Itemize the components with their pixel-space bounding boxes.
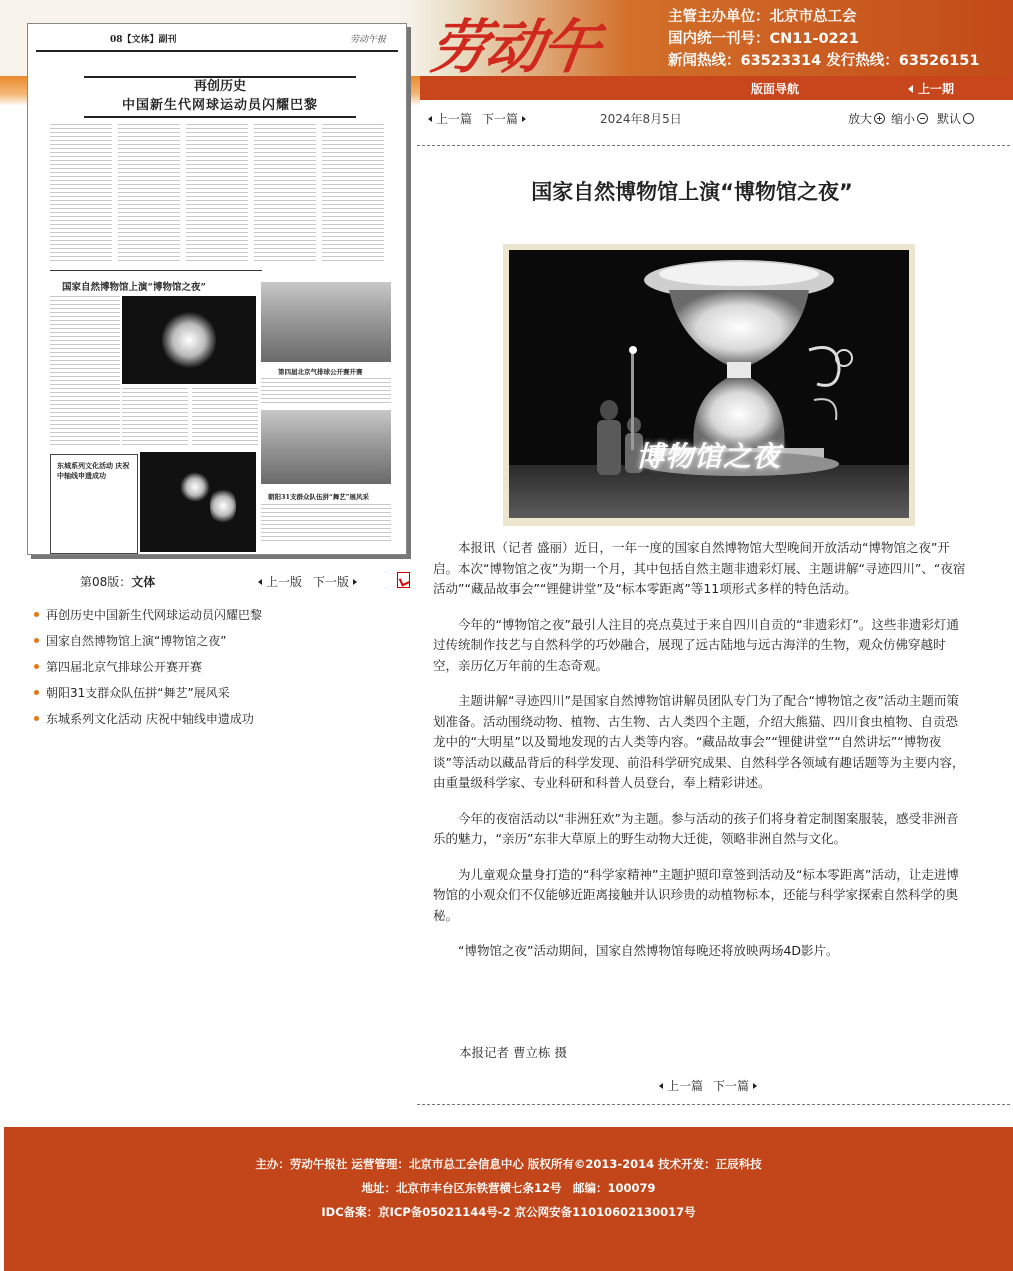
footer-icp[interactable]: IDC备案：京ICP备05021144号-2 京公网安备11010602130017号 — [321, 1205, 696, 1219]
article-list-item[interactable]: 国家自然博物馆上演“博物馆之夜” — [32, 628, 402, 654]
paper-text-column — [122, 388, 188, 448]
article-bottom-divider — [417, 1104, 1010, 1105]
minus-icon — [917, 113, 928, 124]
article-title: 国家自然博物馆上演“博物馆之夜” — [531, 180, 853, 204]
paper-photo-performance[interactable] — [140, 452, 256, 552]
prev-article-label: 上一篇 — [436, 112, 473, 126]
photo-credit: 本报记者 曹立栋 摄 — [459, 1045, 567, 1060]
article-list-item[interactable]: 第四届北京气排球公开赛开赛 — [32, 654, 402, 680]
newspaper-page-thumbnail[interactable] — [27, 23, 407, 555]
prev-page-link[interactable] — [258, 573, 302, 590]
paper-story2-title[interactable]: 国家自然博物馆上演“博物馆之夜” — [62, 282, 206, 293]
circle-icon — [963, 113, 974, 124]
paper-box-story[interactable] — [50, 454, 138, 554]
zoom-out-button[interactable] — [891, 110, 928, 127]
paper-photo-museum[interactable] — [122, 296, 256, 384]
next-article-link-bottom[interactable] — [713, 1077, 757, 1094]
zoom-in-label: 放大 — [848, 112, 873, 126]
chevron-left-icon — [428, 116, 432, 122]
site-footer — [4, 1127, 1013, 1271]
article-photo[interactable] — [509, 250, 909, 518]
zoom-default-label: 默认 — [937, 112, 962, 126]
next-article-label: 下一篇 — [713, 1079, 750, 1093]
paper-headline-line2: 中国新生代网球运动员闪耀巴黎 — [121, 98, 318, 113]
prev-issue-link[interactable] — [908, 80, 954, 97]
article-list-item[interactable]: 东城系列文化活动 庆祝中轴线申遗成功 — [32, 706, 402, 732]
article-paragraph: 今年的“博物馆之夜”最引人注目的亮点莫过于来自四川自贡的“非遗彩灯”。这些非遗彩灯通过传统制作技艺与自然科学的巧妙融合，展现了远古陆地与远古海洋的生物，观众仿佛穿越时空，亲历亿万年前的生态奇观。 — [433, 616, 959, 673]
photo-overlay-text: 博物馆之夜 — [636, 440, 782, 473]
pdf-download-icon[interactable] — [397, 572, 410, 588]
paper-caption-box: 东城系列文化活动 庆祝中轴线申遗成功 — [57, 461, 130, 480]
paper-header-rule — [36, 32, 398, 52]
paper-divider — [50, 270, 262, 271]
article-top-divider — [417, 145, 1010, 146]
paper-text-column — [322, 124, 384, 264]
paper-text-column — [261, 378, 391, 406]
page-indicator — [80, 573, 155, 590]
prev-article-link-bottom[interactable] — [659, 1077, 703, 1094]
site-logo[interactable]: 劳动午报 — [425, 13, 603, 81]
article-paragraph: 为儿童观众量身打造的“科学家精神”主题护照印章签到活动及“标本零距离”活动，让走进博物馆的小观众们不仅能够近距离接触并认识珍贵的动植物标本，还能与科学家探索自然科学的奥秘。 — [433, 866, 959, 923]
paper-text-column — [50, 296, 120, 446]
paper-headline-area[interactable] — [84, 76, 356, 118]
chevron-right-icon — [353, 579, 357, 585]
prev-article-label: 上一篇 — [667, 1079, 704, 1093]
page-name: 文体 — [131, 575, 156, 589]
prev-article-link[interactable] — [428, 110, 472, 127]
chevron-left-icon — [258, 579, 262, 585]
article-list-item[interactable]: 再创历史中国新生代网球运动员闪耀巴黎 — [32, 602, 402, 628]
paper-text-column — [186, 124, 248, 264]
chevron-left-icon — [659, 1083, 663, 1089]
hotline-text: 新闻热线：63523314 发行热线：63526151 — [668, 53, 980, 69]
issue-date: 2024年8月5日 — [600, 112, 682, 126]
chevron-right-icon — [522, 116, 526, 122]
next-article-label: 下一篇 — [482, 112, 519, 126]
zoom-out-label: 缩小 — [891, 112, 916, 126]
hourglass-lantern-illustration — [509, 250, 909, 518]
page-navigation-link[interactable]: 版面导航 — [751, 82, 800, 96]
paper-text-column — [192, 388, 258, 448]
paper-photo-dance[interactable] — [261, 410, 391, 484]
footer-address: 地址：北京市丰台区东铁营横七条12号 邮编：100079 — [361, 1181, 656, 1195]
prev-page-label: 上一版 — [266, 575, 303, 589]
next-article-link[interactable] — [482, 110, 526, 127]
paper-text-column — [261, 504, 391, 544]
sponsor-text: 主管主办单位：北京市总工会 — [668, 9, 857, 25]
paper-text-column — [50, 124, 112, 264]
article-list — [32, 602, 402, 732]
paper-headline-line1: 再创历史 — [193, 79, 246, 94]
footer-copyright: 主办：劳动午报社 运营管理：北京市总工会信息中心 版权所有©2013-2014 技术开发：正辰科技 — [255, 1157, 762, 1171]
chevron-left-icon — [908, 85, 913, 93]
paper-masthead: 劳动午报 — [350, 35, 387, 45]
article-paragraph: 今年的夜宿活动以“非洲狂欢”为主题。参与活动的孩子们将身着定制图案服装，感受非洲音乐的魅力，“亲历”东非大草原上的野生动物大迁徙，领略非洲自然与文化。 — [433, 810, 959, 846]
paper-section-label: 08【文体】副刊 — [110, 35, 177, 45]
article-paragraph: “博物馆之夜”活动期间，国家自然博物馆每晚还将放映两场4D影片。 — [458, 943, 839, 958]
header-info — [668, 6, 979, 72]
article-body — [433, 538, 968, 977]
paper-text-column — [118, 124, 180, 264]
article-list-item[interactable]: 朝阳31支群众队伍拼“舞艺”展风采 — [32, 680, 402, 706]
zoom-in-button[interactable] — [848, 110, 885, 127]
paper-text-column — [254, 124, 316, 264]
cn-number-text: 国内统一刊号：CN11-0221 — [668, 31, 859, 47]
next-page-link[interactable] — [313, 573, 357, 590]
chevron-right-icon — [753, 1083, 757, 1089]
next-page-label: 下一版 — [313, 575, 350, 589]
article-paragraph: 本报讯（记者 盛丽）近日，一年一度的国家自然博物馆大型晚间开放活动“博物馆之夜”开启。本次“博物馆之夜”为期一个月，其中包括自然主题非遗彩灯展、主题讲解“寻迹四川”、“夜宿活动”“藏品故事会”“锂健讲堂”及“标本零距离”等11项形式多样的特色活动。 — [433, 540, 966, 596]
plus-icon — [874, 113, 885, 124]
prev-issue-label: 上一期 — [918, 82, 955, 96]
article-paragraph: 主题讲解“寻迹四川”是国家自然博物馆讲解员团队专门为了配合“博物馆之夜”活动主题而策划准备。活动围绕动物、植物、古生物、古人类四个主题，介绍大熊猫、四川食虫植物、自贡恐龙中的“大明星”以及蜀地发现的古人类等内容。“藏品故事会”“锂健讲堂”“自然讲坛”“博物夜谈”等活动以藏品背后的科学发现、前沿科学研究成果、自然科学各领域有趣话题等为主要内容，由重量级科学家、专业科研和科普人员登台，奉上精彩讲述。 — [433, 693, 965, 790]
paper-caption-volleyball: 第四届北京气排球公开赛开赛 — [278, 368, 363, 376]
zoom-default-button[interactable] — [937, 110, 974, 127]
paper-caption-dance: 朝阳31支群众队伍拼“舞艺”展风采 — [268, 493, 370, 501]
paper-photo-volleyball[interactable] — [261, 282, 391, 362]
page-number-label: 第08版： — [80, 575, 132, 589]
